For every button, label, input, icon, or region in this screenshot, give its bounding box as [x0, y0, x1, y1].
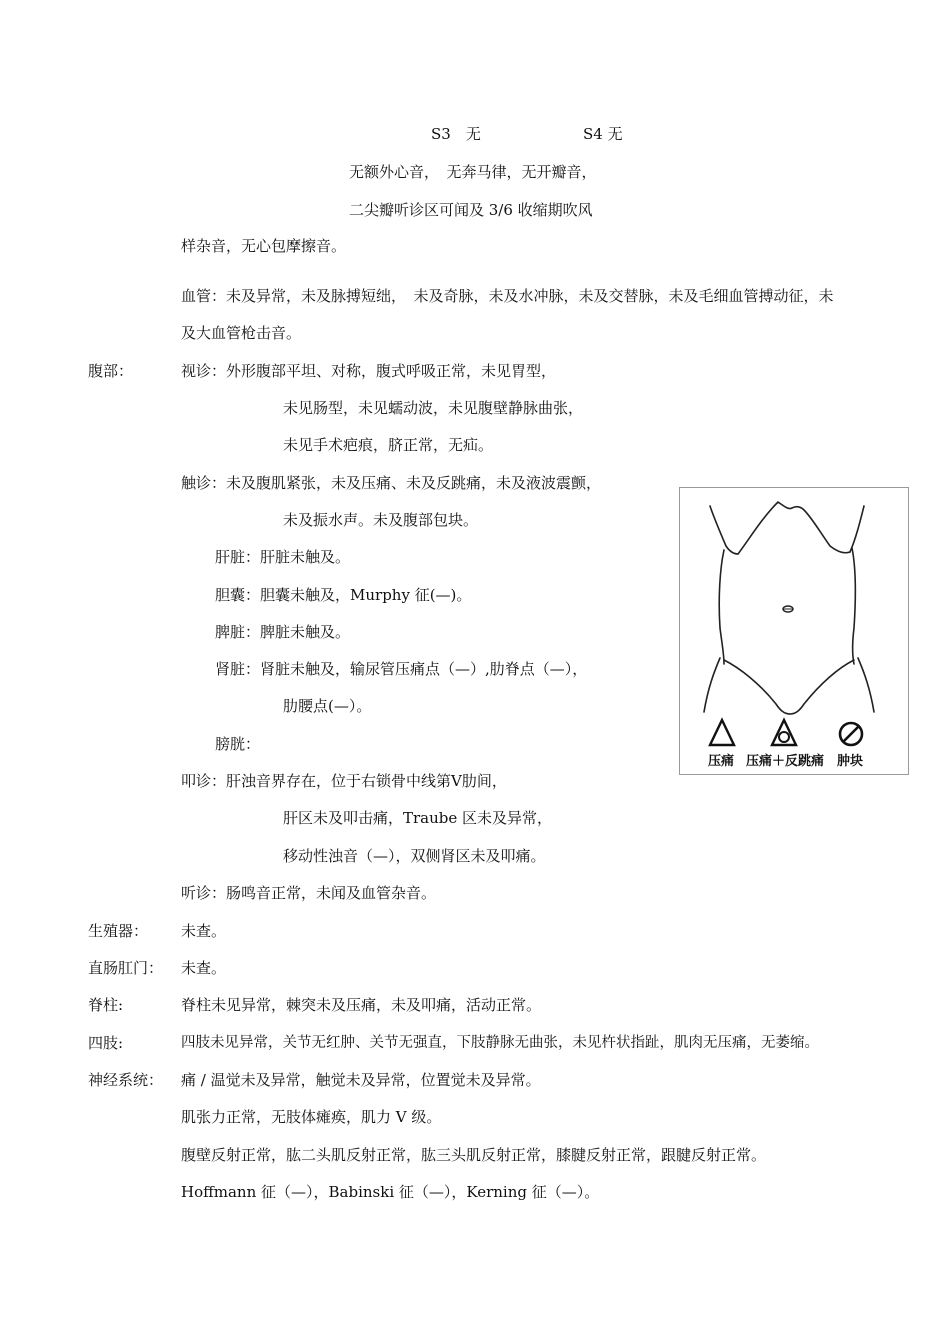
- abdomen-inspection-3: 未见手术疤痕，脐正常，无疝。: [283, 436, 494, 454]
- spine-label: 脊柱:: [88, 996, 124, 1014]
- legend-mass: 肿块: [837, 754, 864, 769]
- abdomen-palpation-1: 触诊：未及腹肌紧张，未及压痛、未及反跳痛，未及液波震颤，: [181, 474, 602, 492]
- vessels-line2: 及大血管枪击音。: [181, 324, 302, 342]
- abdomen-inspection-2: 未见肠型，未见蠕动波，未见腹壁静脉曲张，: [283, 399, 584, 417]
- genital-label: 生殖器：: [88, 922, 149, 940]
- heart-murmur-line1: 二尖瓣听诊区可闻及 3/6 收缩期吹风: [349, 201, 593, 219]
- abdomen-percussion-1: 叩诊：肝浊音界存在，位于右锁骨中线第Ⅴ肋间，: [181, 772, 507, 790]
- torso-outline: [680, 488, 908, 774]
- genital-value: 未查。: [181, 922, 227, 940]
- abdomen-liver: 肝脏：肝脏未触及。: [215, 548, 351, 566]
- abdomen-percussion-2: 肝区未及叩击痛，Traube 区未及异常，: [283, 809, 553, 827]
- rebound-tenderness-icon: [772, 720, 796, 745]
- vessels-line1: 血管：未及异常，未及脉搏短绌， 未及奇脉，未及水冲脉，未及交替脉，未及毛细血管搏动征，未: [181, 287, 834, 305]
- heart-s4: S4 无: [583, 125, 623, 143]
- limbs-label: 四肢:: [88, 1034, 124, 1052]
- abdomen-label: 腹部：: [88, 362, 134, 380]
- abdomen-diagram: [679, 487, 909, 775]
- heart-murmur-line2: 样杂音，无心包摩擦音。: [181, 237, 347, 255]
- neuro-line3: 腹壁反射正常，肱二头肌反射正常，肱三头肌反射正常，膝腱反射正常，跟腱反射正常。: [181, 1146, 767, 1164]
- rectum-label: 直肠肛门：: [88, 959, 164, 977]
- tenderness-icon: [710, 720, 734, 745]
- rectum-value: 未查。: [181, 959, 227, 977]
- abdomen-percussion-3: 移动性浊音（—），双侧肾区未及叩痛。: [283, 847, 546, 865]
- legend-tenderness: 压痛: [708, 754, 735, 769]
- neuro-line2: 肌张力正常，无肢体瘫痪，肌力 Ⅴ 级。: [181, 1108, 442, 1126]
- neuro-line4: Hoffmann 征（—），Babinski 征（—），Kerning 征（—）。: [181, 1183, 600, 1201]
- heart-s3: S3 无: [431, 125, 481, 143]
- abdomen-gallbladder: 胆囊：胆囊未触及，Murphy 征(—)。: [215, 586, 472, 604]
- heart-extra-sounds: 无额外心音， 无奔马律，无开瓣音，: [349, 163, 597, 181]
- abdomen-inspection-1: 视诊：外形腹部平坦、对称，腹式呼吸正常，未见胃型，: [181, 362, 557, 380]
- navel-mark: [783, 606, 793, 612]
- abdomen-kidney-2: 肋腰点(—）。: [283, 697, 372, 715]
- neuro-label: 神经系统：: [88, 1071, 164, 1089]
- abdomen-kidney-1: 肾脏：肾脏未触及，输尿管压痛点（—）,肋脊点（—），: [215, 660, 588, 678]
- abdomen-spleen: 脾脏：脾脏未触及。: [215, 623, 351, 641]
- abdomen-bladder: 膀胱：: [215, 735, 261, 753]
- abdomen-auscultation: 听诊：肠鸣音正常，未闻及血管杂音。: [181, 884, 437, 902]
- legend-rebound: 压痛＋反跳痛: [746, 754, 825, 769]
- mass-icon: [840, 723, 862, 745]
- spine-value: 脊柱未见异常，棘突未及压痛，未及叩痛，活动正常。: [181, 996, 542, 1014]
- limbs-value: 四肢未见异常，关节无红肿、关节无强直，下肢静脉无曲张，未见杵状指趾，肌肉无压痛，无萎缩。: [181, 1035, 819, 1051]
- abdomen-palpation-2: 未及振水声。未及腹部包块。: [283, 511, 479, 529]
- neuro-line1: 痛 / 温觉未及异常，触觉未及异常，位置觉未及异常。: [181, 1071, 541, 1089]
